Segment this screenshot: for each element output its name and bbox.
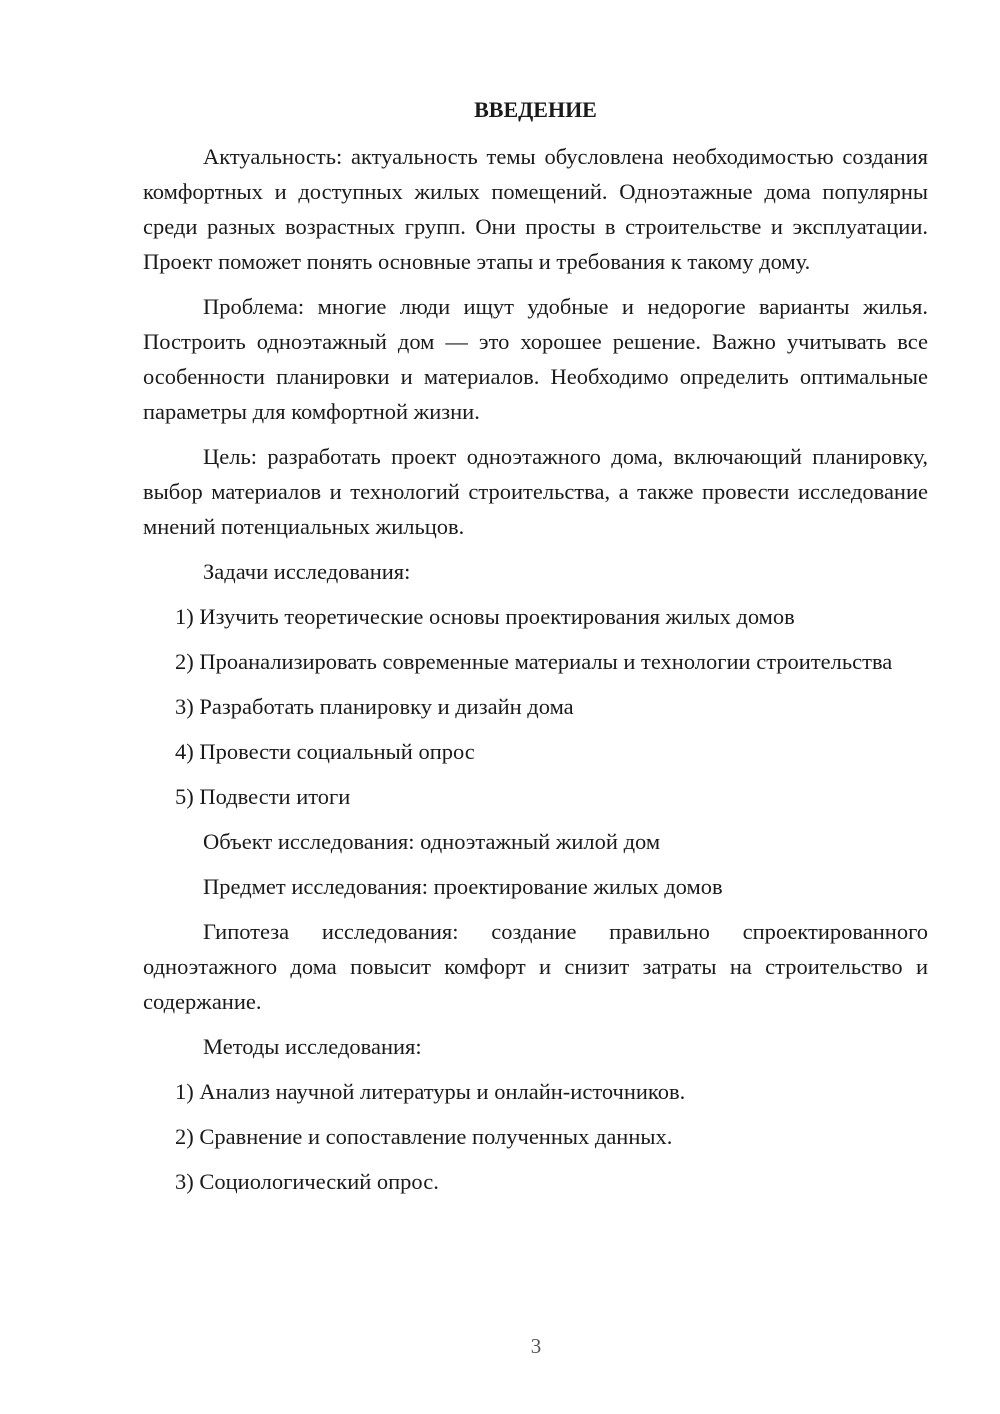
task-item-2: 2) Проанализировать современные материалы и технологии строительства [175, 649, 893, 674]
task-item-3: 3) Разработать планировку и дизайн дома [175, 694, 574, 719]
method-item-2: 2) Сравнение и сопоставление полученных данных. [175, 1124, 673, 1149]
page-number: 3 [530, 1334, 542, 1358]
method-item-3: 3) Социологический опрос. [175, 1169, 439, 1194]
relevance-paragraph: Актуальность: актуальность темы обусловлена необходимостью создания комфортных и доступных жилых помещений. Одноэтажные дома популярны среди разных возрастных групп. Они просты в строительстве и эксплуатации. Проект поможет понять основные этапы и требования к такому дому. [143, 144, 928, 274]
goal-paragraph: Цель: разработать проект одноэтажного дома, включающий планировку, выбор материалов и технологий строительства, а также провести исследование мнений потенциальных жильцов. [143, 444, 928, 539]
document-body [143, 95, 928, 1209]
subject-paragraph: Предмет исследования: проектирование жилых домов [203, 874, 723, 899]
task-item-5: 5) Подвести итоги [175, 784, 351, 809]
task-item-4: 4) Провести социальный опрос [175, 739, 475, 764]
object-paragraph: Объект исследования: одноэтажный жилой дом [203, 829, 661, 854]
section-title: ВВЕДЕНИЕ [474, 97, 597, 122]
tasks-heading: Задачи исследования: [203, 559, 411, 584]
task-item-1: 1) Изучить теоретические основы проектирования жилых домов [175, 604, 795, 629]
method-item-1: 1) Анализ научной литературы и онлайн-источников. [175, 1079, 686, 1104]
hypothesis-paragraph: Гипотеза исследования: создание правильно спроектированного одноэтажного дома повысит комфорт и снизит затраты на строительство и содержание. [143, 919, 928, 1014]
problem-paragraph: Проблема: многие люди ищут удобные и недорогие варианты жилья. Построить одноэтажный дом — это хорошее решение. Важно учитывать все особенности планировки и материалов. Необходимо определить оптимальные параметры для комфортной жизни. [143, 294, 928, 424]
methods-heading: Методы исследования: [203, 1034, 422, 1059]
